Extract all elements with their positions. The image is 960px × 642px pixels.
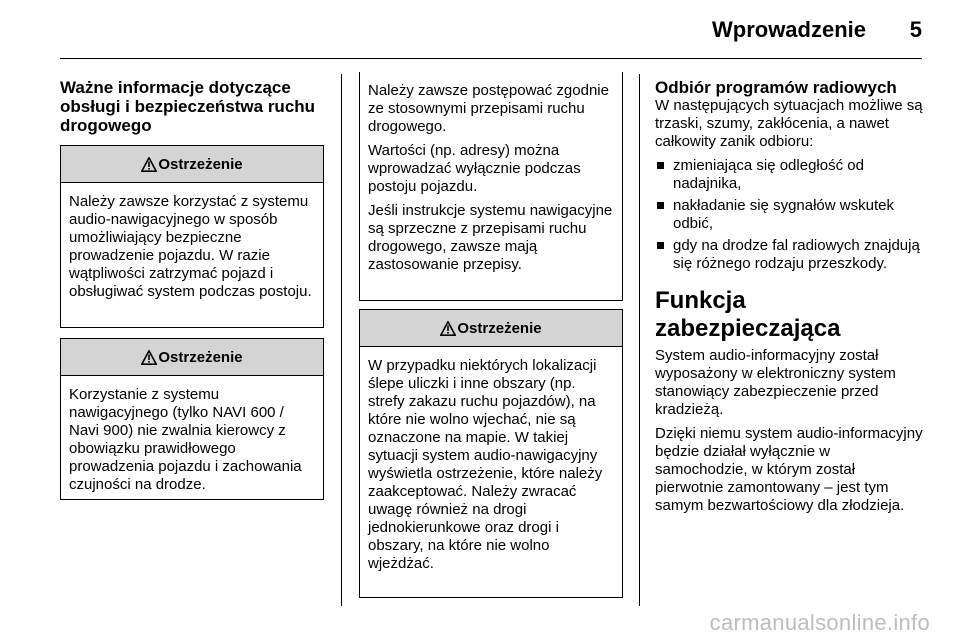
column-1 <box>60 78 324 135</box>
warning-icon <box>141 157 157 172</box>
warning-box-3 <box>359 309 623 598</box>
radio-heading: Odbiór programów radiowych <box>655 78 897 97</box>
watermark-text: carmanualsonline.info <box>709 610 930 635</box>
page-title: Wprowadzenie <box>711 17 866 42</box>
safety-heading: Ważne informacje dotyczące obsługi i bezpieczeństwa ruchu drogowego <box>60 78 316 135</box>
warning-title-1: Ostrzeżenie <box>158 155 243 173</box>
box-paragraph-1: Należy zawsze postępować zgodnie ze stosownymi przepisami ruchu drogowego. <box>368 82 609 135</box>
column-3 <box>655 78 923 515</box>
page-number: 5 <box>909 17 922 42</box>
warning-box-1 <box>60 145 324 328</box>
security-paragraph-1: System audio-informacyjny został wyposażony w elektroniczny system stanowiący zabezpieczenie przed kradzieżą. <box>655 347 896 418</box>
warning-box-2 <box>60 338 324 500</box>
column-divider-2 <box>639 74 640 606</box>
warning-text-1: Należy zawsze korzystać z systemu audio-nawigacyjnego w sposób umożliwiający bezpieczne prowadzenie pojazdu. W razie wątpliwości zatrzymać pojazd i obsługiwać system podczas postoju. <box>69 193 312 300</box>
box-paragraph-3: Jeśli instrukcje systemu nawigacyjne są sprzeczne z przepisami ruchu drogowego, zawsze mają zastosowanie przepisy. <box>368 202 613 273</box>
warning-header-3 <box>360 310 622 347</box>
warning-text-2: Korzystanie z systemu nawigacyjnego (tylko NAVI 600 / Navi 900) nie zwalnia kierowcy z obowiązku prawidłowego prowadzenia pojazdu i zachowania czujności na drodze. <box>69 386 302 493</box>
continued-box-body <box>360 72 622 274</box>
column-divider-1 <box>341 74 342 606</box>
list-item: zmieniająca się odległość od nadajnika, <box>655 157 923 193</box>
list-item: gdy na drodze fal radiowych znajdują się różnego rodzaju przeszkody. <box>655 237 923 273</box>
warning-text-3: W przypadku niektórych lokalizacji ślepe uliczki i inne obszary (np. strefy zakazu ruchu pojazdów), na które nie wolno wjechać, nie są oznaczone na mapie. W takiej sytuacji system audio-nawigacyjny wyświetla ostrzeżenie, które należy zaakceptować. Należy zwracać uwagę również na drogi jednokierunkowe oraz drogi i obszary, na które nie wolno wjeżdżać. <box>368 357 603 572</box>
warning-header-1 <box>61 146 323 183</box>
radio-issue-list <box>655 157 923 273</box>
list-item: nakładanie się sygnałów wskutek odbić, <box>655 197 923 233</box>
warning-icon <box>141 350 157 365</box>
box-paragraph-2: Wartości (np. adresy) można wprowadzać wyłącznie podczas postoju pojazdu. <box>368 142 581 195</box>
radio-intro: W następujących sytuacjach możliwe są trzaski, szumy, zakłócenia, a nawet całkowity zanik odbioru: <box>655 97 923 150</box>
warning-icon <box>440 321 456 336</box>
warning-title-3: Ostrzeżenie <box>457 319 542 337</box>
security-paragraph-2: Dzięki niemu system audio-informacyjny będzie działał wyłącznie w samochodzie, w którym został pierwotnie zamontowany – jest tym samym bezwartościowy dla złodzieja. <box>655 425 923 514</box>
security-heading: Funkcja zabezpieczająca <box>655 287 841 342</box>
warning-header-2 <box>61 339 323 376</box>
continued-box <box>359 72 623 301</box>
page-header <box>60 0 922 59</box>
warning-title-2: Ostrzeżenie <box>158 348 243 366</box>
